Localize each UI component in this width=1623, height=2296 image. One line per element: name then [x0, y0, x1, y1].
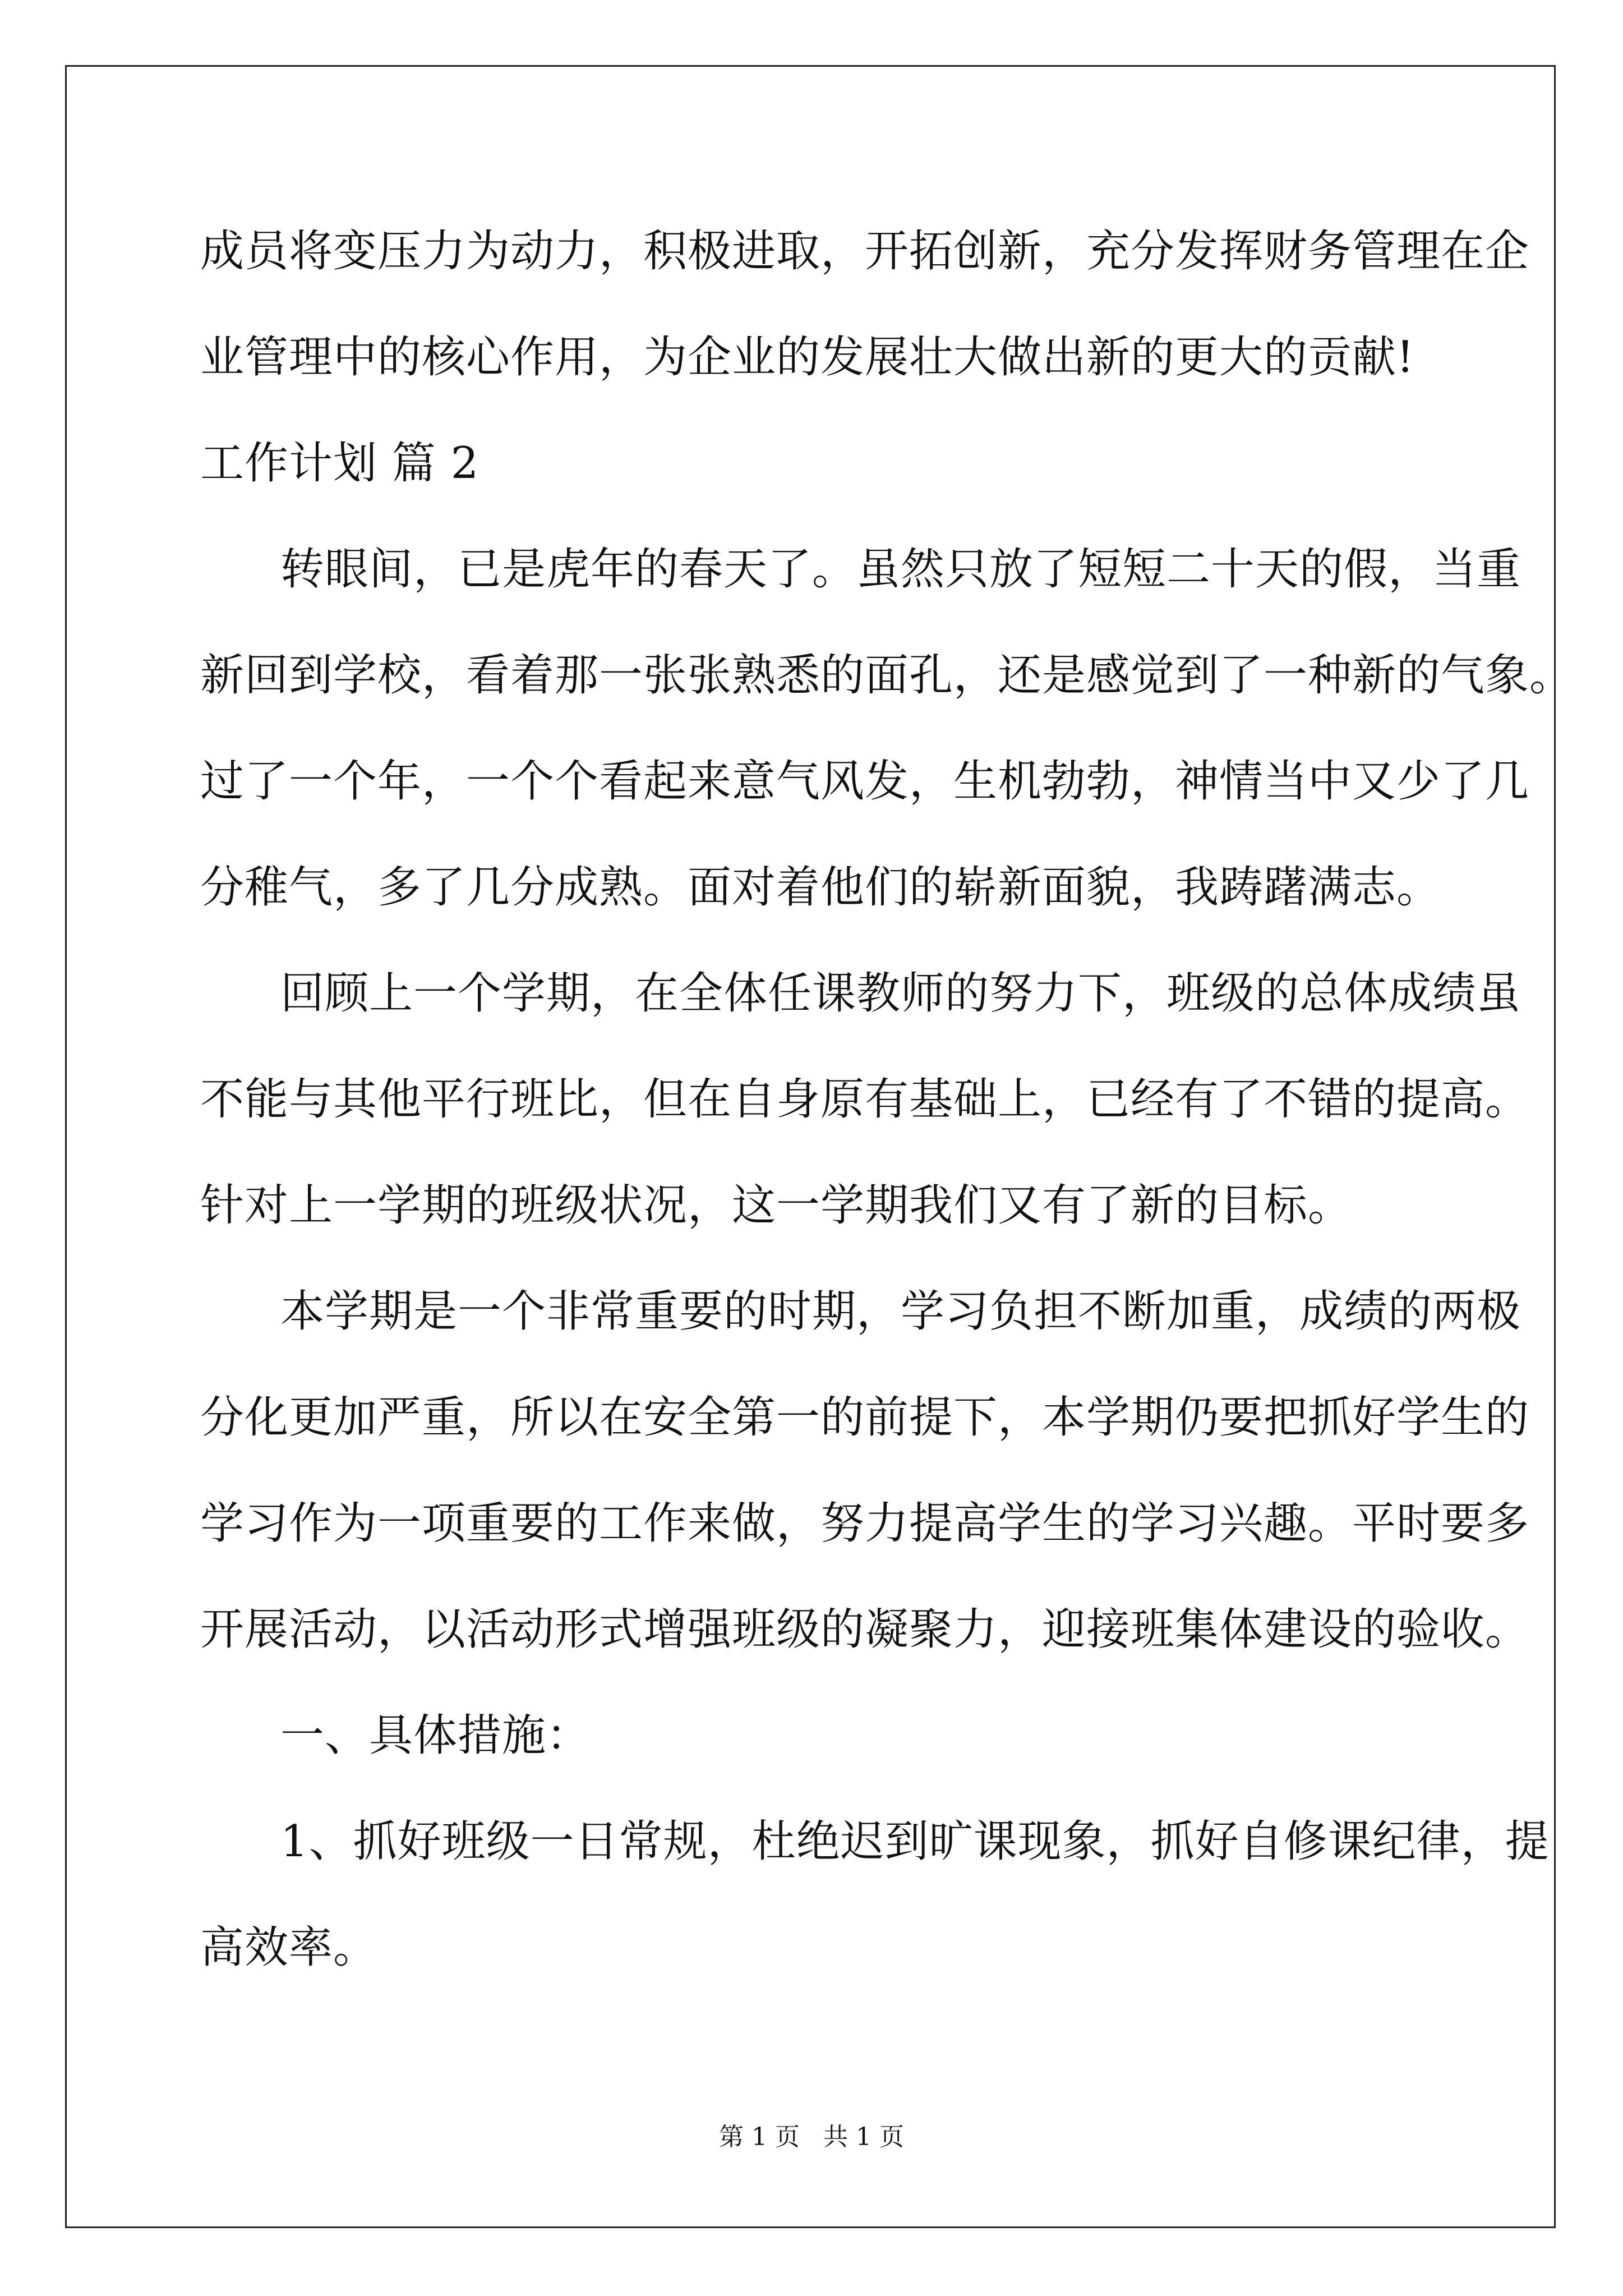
paragraph-line: 分化更加严重，所以在安全第一的前提下，本学期仍要把抓好学生的: [200, 1392, 1530, 1443]
list-heading: 一、具体措施：: [280, 1710, 591, 1761]
page-border: [65, 65, 1556, 2228]
paragraph-line: 本学期是一个非常重要的时期，学习负担不断加重，成绩的两极: [280, 1286, 1521, 1337]
paragraph-line: 针对上一学期的班级状况，这一学期我们又有了新的目标。: [200, 1180, 1353, 1231]
list-item-line: 高效率。: [200, 1922, 378, 1973]
paragraph-line: 开展活动，以活动形式增强班级的凝聚力，迎接班集体建设的验收。: [200, 1604, 1530, 1655]
paragraph-line: 回顾上一个学期，在全体任课教师的努力下，班级的总体成绩虽: [280, 968, 1521, 1019]
paragraph-line: 业管理中的核心作用，为企业的发展壮大做出新的更大的贡献!: [200, 332, 1415, 383]
paragraph-line: 分稚气，多了几分成熟。面对着他们的崭新面貌，我踌躇满志。: [200, 862, 1441, 913]
page-number-footer: 第 1 页 共 1 页: [719, 2123, 904, 2151]
paragraph-line: 学习作为一项重要的工作来做，努力提高学生的学习兴趣。平时要多: [200, 1498, 1530, 1549]
list-item-line: 1、抓好班级一日常规，杜绝迟到旷课现象，抓好自修课纪律，提: [280, 1816, 1550, 1867]
paragraph-line: 成员将变压力为动力，积极进取，开拓创新，充分发挥财务管理在企: [200, 226, 1530, 277]
paragraph-line: 不能与其他平行班比，但在自身原有基础上，已经有了不错的提高。: [200, 1074, 1530, 1125]
paragraph-line: 转眼间，已是虎年的春天了。虽然只放了短短二十天的假，当重: [280, 544, 1521, 595]
paragraph-line: 新回到学校，看着那一张张熟悉的面孔，还是感觉到了一种新的气象。: [200, 650, 1574, 701]
section-heading: 工作计划 篇 2: [200, 438, 479, 489]
paragraph-line: 过了一个年，一个个看起来意气风发，生机勃勃，神情当中又少了几: [200, 756, 1530, 807]
